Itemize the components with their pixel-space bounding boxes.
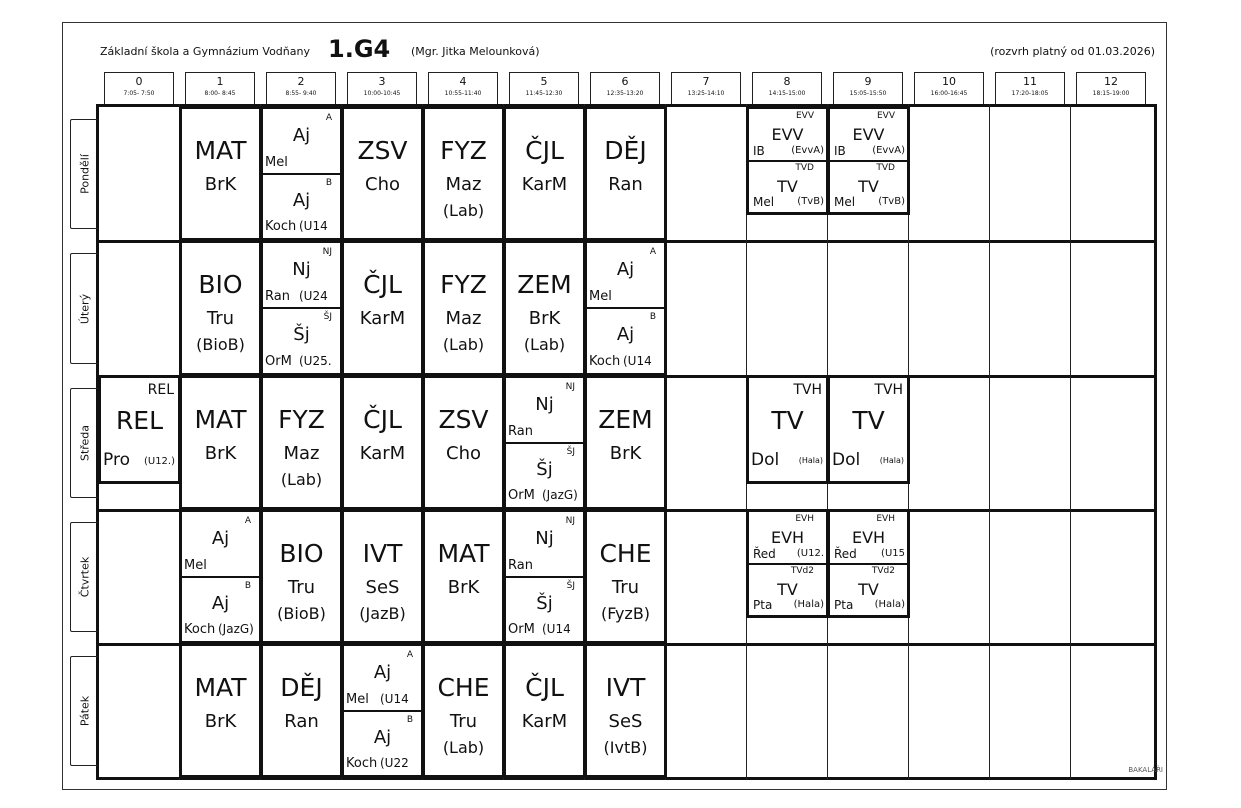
- group: A: [244, 516, 251, 526]
- period-number: 0: [135, 75, 143, 88]
- day-name: Úterý: [78, 293, 91, 324]
- teacher: Cho: [446, 442, 481, 464]
- group: EVH: [876, 514, 895, 524]
- subject: MAT: [194, 136, 247, 165]
- day-name: Středa: [78, 424, 91, 462]
- teacher: KarM: [521, 173, 568, 195]
- day-name: Pondělí: [78, 154, 91, 194]
- lesson-cell[interactable]: [422, 375, 505, 510]
- period-time: 13:25-14:10: [687, 90, 725, 97]
- subject: Nj: [535, 528, 554, 549]
- room: (Lab): [442, 200, 485, 220]
- subject: TV: [858, 579, 879, 599]
- period-1: [185, 72, 255, 105]
- period-time: 7:05- 7:50: [123, 90, 155, 97]
- teacher: Koch: [346, 756, 378, 771]
- room: (U12.: [796, 547, 824, 559]
- group: EVV: [796, 111, 814, 121]
- teacher: Ran: [284, 710, 319, 732]
- day-name: Čtvrtek: [78, 556, 91, 598]
- group: NJ: [565, 382, 575, 392]
- group-separator: [506, 576, 583, 578]
- subject: BIO: [198, 270, 243, 300]
- group: B: [406, 714, 413, 725]
- room: (Hala): [798, 456, 823, 465]
- period-6: [590, 72, 660, 105]
- subject: Nj: [535, 394, 554, 415]
- period-time: 10:55-11:40: [444, 90, 482, 97]
- teacher: Pta: [834, 598, 854, 612]
- subject: Aj: [211, 592, 230, 614]
- teacher: SeS: [608, 710, 643, 732]
- period-number: 12: [1104, 75, 1118, 88]
- lesson-cell[interactable]: [746, 375, 829, 484]
- lesson-cell[interactable]: [179, 643, 262, 778]
- school-name: Základní škola a Gymnázium Vodňany: [100, 45, 310, 58]
- period-number: 6: [621, 75, 629, 88]
- teacher: Mel: [834, 195, 856, 209]
- room: (U14: [542, 622, 571, 636]
- teacher: Tru: [611, 576, 640, 598]
- period-number: 4: [459, 75, 467, 88]
- teacher: IB: [834, 143, 846, 158]
- group: ŠJ: [566, 446, 575, 457]
- subject: EVH: [851, 528, 886, 547]
- subject: Aj: [373, 726, 392, 748]
- group: ŠJ: [566, 580, 575, 591]
- group-separator: [587, 307, 664, 309]
- subject: Aj: [292, 125, 311, 146]
- period-time: 10:00-10:45: [363, 90, 401, 97]
- subject: FYZ: [440, 270, 487, 300]
- room: (Hala): [793, 599, 824, 610]
- room: (Hala): [879, 456, 904, 465]
- room: (U22: [380, 756, 409, 770]
- group: B: [244, 580, 251, 591]
- bakalari-logo: BAKALÁŘI: [1128, 766, 1163, 774]
- teacher: Tru: [206, 308, 235, 330]
- group: ŠJ: [323, 312, 332, 322]
- subject: EVV: [771, 125, 804, 144]
- lesson-cell[interactable]: [260, 509, 343, 644]
- teacher: Koch: [184, 622, 216, 637]
- period-0: [104, 72, 174, 105]
- group-separator: [182, 576, 259, 578]
- room: (U25.: [299, 354, 332, 368]
- lesson-cell[interactable]: [422, 106, 505, 241]
- subject: MAT: [437, 539, 490, 568]
- subject: EVH: [770, 528, 805, 547]
- teacher: Koch: [265, 219, 297, 234]
- subject: MAT: [194, 673, 247, 702]
- period-number: 9: [864, 75, 872, 88]
- period-time: 8:00- 8:45: [204, 90, 236, 97]
- period-12: [1076, 72, 1146, 105]
- group-separator: [830, 563, 907, 565]
- teacher: KarM: [521, 710, 568, 732]
- teacher: Pro: [103, 450, 130, 470]
- teacher: KarM: [359, 442, 406, 464]
- period-time: 17:20-18:05: [1011, 90, 1049, 97]
- teacher: Cho: [365, 173, 400, 195]
- period-5: [509, 72, 579, 105]
- teacher: BrK: [609, 442, 642, 464]
- lesson-cell[interactable]: [584, 240, 667, 376]
- period-number: 1: [216, 75, 224, 88]
- subject: ČJL: [525, 673, 564, 702]
- subject: Aj: [616, 259, 635, 280]
- period-time: 16:00-16:45: [930, 90, 968, 97]
- teacher: Ran: [508, 557, 533, 573]
- group: B: [325, 177, 332, 188]
- group: NJ: [322, 247, 332, 257]
- subject: CHE: [599, 539, 652, 568]
- lesson-cell[interactable]: [179, 509, 262, 644]
- day-label: [70, 253, 98, 364]
- teacher: Mel: [346, 691, 369, 707]
- teacher: Tru: [287, 576, 316, 598]
- subject: CHE: [437, 673, 490, 702]
- teacher: KarM: [359, 308, 406, 330]
- room: (JazG): [542, 488, 578, 502]
- subject: Aj: [292, 189, 311, 211]
- teacher: Mel: [184, 557, 207, 573]
- subject: Aj: [616, 324, 635, 345]
- column-divider: [1070, 104, 1071, 780]
- lesson-cell[interactable]: [422, 509, 505, 644]
- lesson-cell[interactable]: [746, 106, 829, 215]
- subject: TV: [858, 176, 879, 196]
- subject: IVT: [362, 539, 403, 568]
- teacher: OrM: [508, 622, 535, 637]
- period-7: [671, 72, 741, 105]
- period-4: [428, 72, 498, 105]
- lesson-cell[interactable]: [503, 509, 586, 644]
- group-separator: [749, 160, 826, 162]
- lesson-cell[interactable]: [827, 106, 910, 215]
- group: A: [406, 650, 413, 660]
- teacher: Maz: [283, 442, 320, 464]
- period-8: [752, 72, 822, 105]
- period-time: 14:15-15:00: [768, 90, 806, 97]
- group: TVD: [876, 162, 895, 173]
- teacher: Koch: [589, 354, 621, 369]
- teacher: Ran: [265, 289, 290, 304]
- room: (EvvA): [872, 144, 905, 156]
- subject: BIO: [279, 539, 324, 568]
- teacher: Mel: [753, 195, 775, 209]
- teacher: OrM: [508, 488, 535, 503]
- teacher: BrK: [204, 442, 237, 464]
- room: (EvvA): [791, 144, 824, 156]
- subject: ZEM: [517, 270, 572, 300]
- subject: DĚJ: [280, 673, 323, 702]
- room: (JazB): [359, 603, 406, 623]
- room: (U14: [623, 354, 652, 368]
- period-3: [347, 72, 417, 105]
- lesson-cell[interactable]: [422, 240, 505, 376]
- subject: DĚJ: [604, 136, 647, 165]
- lesson-cell[interactable]: [260, 106, 343, 241]
- subject: ČJL: [363, 270, 402, 300]
- period-number: 8: [783, 75, 791, 88]
- lesson-cell[interactable]: [422, 643, 505, 778]
- day-label: [70, 388, 98, 498]
- group: REL: [147, 382, 174, 398]
- room: (U14: [380, 691, 409, 706]
- room: (U12.): [143, 456, 175, 467]
- day-label: [70, 656, 98, 766]
- subject: ZSV: [357, 136, 408, 165]
- teacher: Řed: [834, 546, 857, 561]
- lesson-cell[interactable]: [179, 375, 262, 510]
- period-number: 5: [540, 75, 548, 88]
- lesson-cell[interactable]: [341, 375, 424, 510]
- group-separator: [263, 173, 340, 175]
- period-11: [995, 72, 1065, 105]
- lesson-cell[interactable]: [503, 106, 586, 241]
- subject: MAT: [194, 405, 247, 434]
- column-divider: [989, 104, 990, 780]
- group: TVH: [874, 382, 903, 398]
- period-time: 15:05-15:50: [849, 90, 887, 97]
- lesson-cell[interactable]: [584, 643, 667, 778]
- group: A: [325, 113, 332, 123]
- lesson-cell[interactable]: [179, 106, 262, 241]
- subject: REL: [115, 406, 164, 435]
- room: (Lab): [442, 737, 485, 757]
- day-label: [70, 119, 98, 229]
- lesson-cell[interactable]: [503, 375, 586, 510]
- teacher: BrK: [204, 710, 237, 732]
- lesson-cell[interactable]: [503, 240, 586, 376]
- period-10: [914, 72, 984, 105]
- room: (BioB): [196, 335, 245, 355]
- lesson-cell[interactable]: [584, 375, 667, 510]
- teacher: Ran: [508, 423, 533, 439]
- room: (TvB): [797, 196, 824, 207]
- period-time: 8:55- 9:40: [285, 90, 317, 97]
- subject: TV: [777, 579, 798, 599]
- subject: Šj: [536, 458, 553, 480]
- subject: IVT: [605, 673, 646, 702]
- subject: EVV: [852, 125, 885, 144]
- subject: FYZ: [278, 405, 325, 434]
- teacher: Tru: [449, 710, 478, 732]
- subject: Šj: [293, 324, 310, 345]
- subject: TV: [777, 176, 798, 196]
- group: B: [649, 312, 656, 322]
- subject: ZSV: [438, 405, 489, 434]
- column-divider: [1154, 104, 1157, 780]
- teacher: Dol: [832, 450, 861, 470]
- teacher: BrK: [528, 308, 561, 330]
- lesson-cell[interactable]: [260, 643, 343, 778]
- teacher: Dol: [751, 450, 780, 470]
- subject: Šj: [536, 592, 553, 614]
- subject: ZEM: [598, 405, 653, 434]
- lesson-cell[interactable]: [341, 643, 424, 778]
- room: (Hala): [874, 599, 905, 610]
- group: NJ: [565, 516, 575, 526]
- teacher: Pta: [753, 598, 773, 612]
- teacher: Mel: [589, 289, 612, 304]
- subject: ČJL: [363, 405, 402, 434]
- lesson-cell[interactable]: [341, 509, 424, 644]
- period-time: 11:45-12:30: [525, 90, 563, 97]
- group: TVD: [795, 162, 814, 173]
- subject: TV: [771, 406, 804, 435]
- class-name: 1.G4: [328, 35, 391, 63]
- period-2: [266, 72, 336, 105]
- teacher: Ran: [608, 173, 643, 195]
- group: A: [649, 247, 656, 257]
- lesson-cell[interactable]: [584, 106, 667, 241]
- period-time: 18:15-19:00: [1092, 90, 1130, 97]
- room: (FyzB): [600, 603, 651, 623]
- teacher: Maz: [445, 308, 482, 330]
- teacher: SeS: [365, 576, 400, 598]
- day-name: Pátek: [78, 695, 91, 727]
- lesson-cell[interactable]: [98, 375, 181, 484]
- period-number: 10: [942, 75, 956, 88]
- valid-from: (rozvrh platný od 01.03.2026): [990, 45, 1155, 58]
- lesson-cell[interactable]: [260, 375, 343, 510]
- teacher: BrK: [447, 576, 480, 598]
- period-9: [833, 72, 903, 105]
- lesson-cell[interactable]: [260, 240, 343, 376]
- group-separator: [749, 563, 826, 565]
- lesson-cell[interactable]: [827, 375, 910, 484]
- lesson-cell[interactable]: [503, 643, 586, 778]
- lesson-cell[interactable]: [341, 240, 424, 376]
- room: (BioB): [277, 603, 326, 623]
- group-separator: [830, 160, 907, 162]
- subject: Aj: [373, 662, 392, 683]
- room: (U14: [299, 219, 328, 233]
- group: TVd2: [790, 565, 814, 576]
- period-time: 12:35-13:20: [606, 90, 644, 97]
- subject: FYZ: [440, 136, 487, 165]
- room: (U15: [881, 547, 905, 559]
- lesson-cell[interactable]: [179, 240, 262, 376]
- room: (TvB): [878, 196, 905, 207]
- lesson-cell[interactable]: [341, 106, 424, 241]
- period-number: 3: [378, 75, 386, 88]
- group-separator: [506, 442, 583, 444]
- group-separator: [344, 710, 421, 712]
- teacher: OrM: [265, 354, 292, 369]
- period-number: 2: [297, 75, 305, 88]
- teacher: Řed: [753, 546, 776, 561]
- group-separator: [263, 307, 340, 309]
- period-number: 7: [702, 75, 710, 88]
- room: (Lab): [280, 469, 323, 489]
- teacher: IB: [753, 143, 765, 158]
- subject: Nj: [292, 259, 311, 280]
- teacher: Mel: [265, 154, 288, 170]
- room: (Lab): [523, 335, 566, 355]
- subject: TV: [852, 406, 885, 435]
- room: (IvtB): [603, 737, 648, 757]
- lesson-cell[interactable]: [584, 509, 667, 644]
- teacher: BrK: [204, 173, 237, 195]
- class-teacher: (Mgr. Jitka Melounková): [411, 45, 540, 58]
- subject: ČJL: [525, 136, 564, 165]
- room: (Lab): [442, 335, 485, 355]
- group: TVd2: [871, 565, 895, 576]
- group: EVV: [877, 111, 895, 121]
- group: TVH: [793, 382, 822, 398]
- room: (U24: [299, 289, 328, 303]
- subject: Aj: [211, 528, 230, 549]
- day-label: [70, 522, 98, 632]
- teacher: Maz: [445, 173, 482, 195]
- group: EVH: [795, 514, 814, 524]
- lesson-cell[interactable]: [827, 509, 910, 618]
- lesson-cell[interactable]: [746, 509, 829, 618]
- period-number: 11: [1023, 75, 1037, 88]
- room: (JazG): [218, 622, 254, 636]
